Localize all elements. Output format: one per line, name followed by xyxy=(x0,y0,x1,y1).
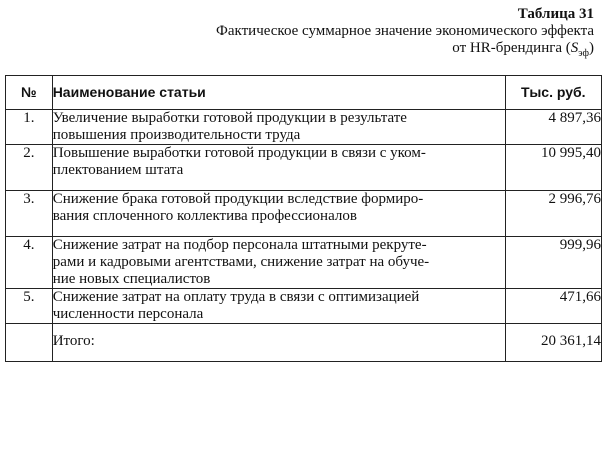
header-number: № xyxy=(6,76,53,110)
table-title-line-1: Фактическое суммарное значение экономического эффекта xyxy=(216,23,594,39)
row-item-name xyxy=(52,237,505,289)
table-caption xyxy=(216,6,594,62)
table-title-prefix: от HR-брендинга ( xyxy=(452,40,571,56)
table-title-line-2 xyxy=(216,40,594,62)
row-item-line: рами и кадровыми агентствами, снижение затрат на обуче- xyxy=(52,254,430,270)
effect-formula xyxy=(570,40,589,59)
total-number-cell xyxy=(6,324,53,362)
row-value: 10 995,40 xyxy=(505,145,601,191)
total-label: Итого: xyxy=(52,324,505,362)
row-item-name xyxy=(52,145,505,191)
row-number: 5. xyxy=(6,289,53,324)
row-item-line: Снижение брака готовой продукции вследствие формиро- xyxy=(52,191,424,207)
row-number: 4. xyxy=(6,237,53,289)
table-row xyxy=(6,110,602,145)
formula-main: S xyxy=(570,40,579,56)
formula-subscript: эф xyxy=(578,48,589,59)
economic-effect-table xyxy=(5,75,602,362)
row-item-line: вания сплоченного коллектива профессионалов xyxy=(52,208,357,224)
table-row xyxy=(6,289,602,324)
row-item-name xyxy=(52,289,505,324)
total-value: 20 361,14 xyxy=(505,324,601,362)
table-row xyxy=(6,237,602,289)
row-value: 2 996,76 xyxy=(505,191,601,237)
row-item-line: повышения производительности труда xyxy=(52,127,301,143)
row-item-line: плектованием штата xyxy=(52,162,184,178)
table-row xyxy=(6,191,602,237)
row-value: 4 897,36 xyxy=(505,110,601,145)
row-value: 999,96 xyxy=(505,237,601,289)
row-number: 1. xyxy=(6,110,53,145)
header-item-name: Наименование статьи xyxy=(52,76,505,110)
row-item-line: Повышение выработки готовой продукции в связи с уком- xyxy=(52,145,426,161)
table-header-row xyxy=(6,76,602,110)
row-number: 3. xyxy=(6,191,53,237)
row-item-line: Снижение затрат на подбор персонала штатными рекруте- xyxy=(52,237,427,253)
row-item-name xyxy=(52,191,505,237)
row-item-line: ние новых специалистов xyxy=(52,271,211,287)
total-row xyxy=(6,324,602,362)
row-number: 2. xyxy=(6,145,53,191)
row-item-name xyxy=(52,110,505,145)
row-item-line: численности персонала xyxy=(52,306,204,322)
row-item-line: Увеличение выработки готовой продукции в результате xyxy=(52,110,407,126)
table-title-suffix: ) xyxy=(589,40,594,56)
row-item-line: Снижение затрат на оплату труда в связи с оптимизацией xyxy=(52,289,420,305)
row-value: 471,66 xyxy=(505,289,601,324)
table-row xyxy=(6,145,602,191)
header-value: Тыс. руб. xyxy=(505,76,601,110)
table-label: Таблица 31 xyxy=(517,6,594,22)
